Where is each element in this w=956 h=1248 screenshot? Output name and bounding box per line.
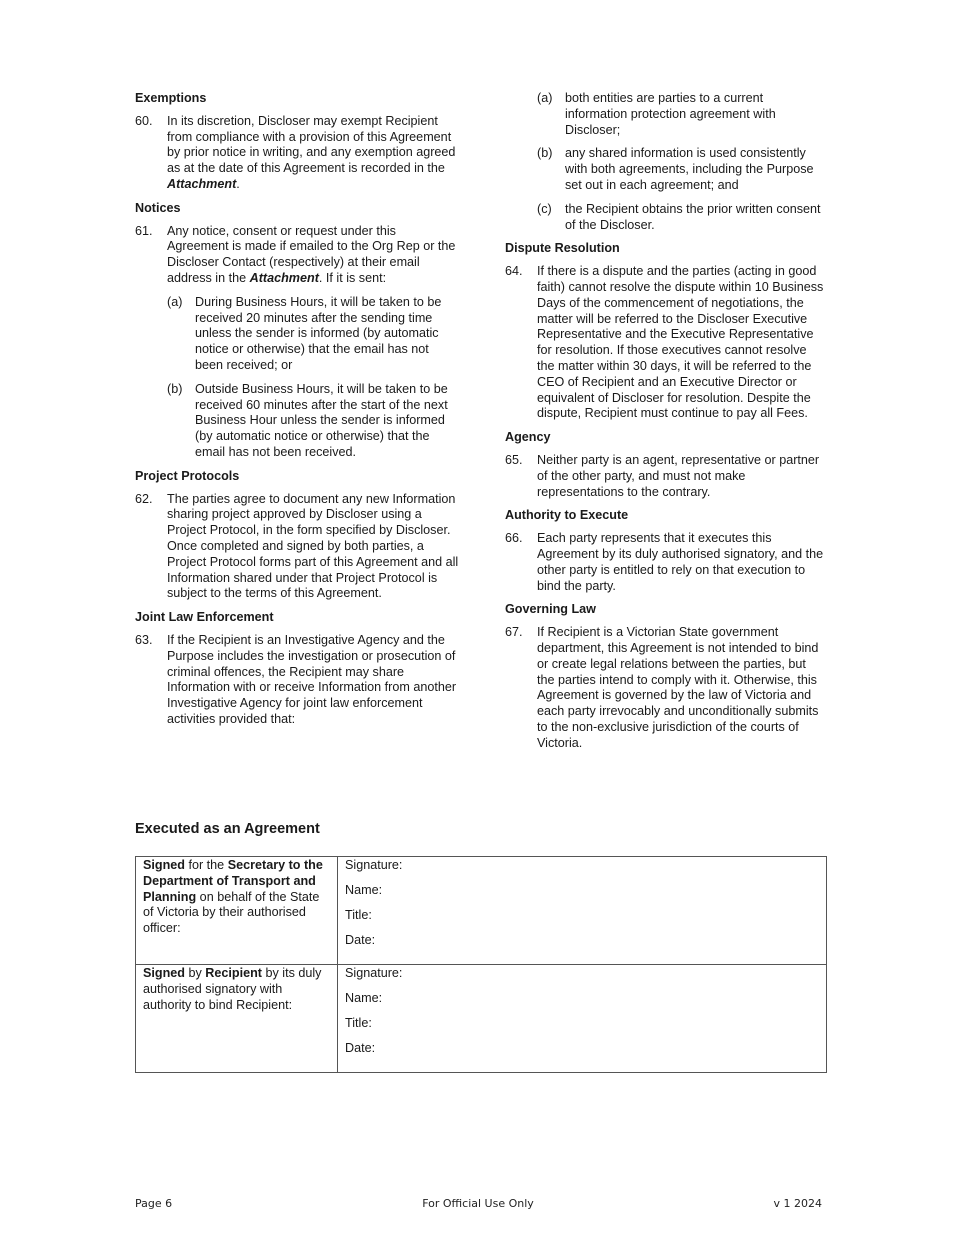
clause-63 [135, 633, 460, 728]
title-field[interactable]: Title: [345, 1015, 372, 1030]
clause-65 [505, 453, 825, 500]
clause-64 [505, 264, 825, 422]
clause-text-part: In its discretion, Discloser may exempt Recipient from compliance with a provision of this Agreement by prior notice in writing, and any exemption agreed as at the date of this Agreement is recorded in the [167, 113, 456, 176]
signatory-text: on behalf of the State of Victoria by their authorised officer: [143, 889, 320, 936]
signatory-entity: Secretary to the Department of Transport and Planning [143, 858, 323, 904]
signature-field[interactable]: Signature: [345, 966, 403, 980]
classification-label: For Official Use Only [422, 1197, 534, 1210]
heading-agency: Agency [505, 430, 551, 445]
clause-number: 64. [505, 264, 523, 279]
clause-text [167, 114, 460, 193]
subclause-text: During Business Hours, it will be taken to be received 20 minutes after the sending time unless the sender is informed (by automatic notice or otherwise) that the email has not been received; or [195, 294, 442, 372]
page-number: Page 6 [135, 1197, 173, 1210]
clause-text-part: . If it is sent: [318, 270, 387, 285]
clause-66 [505, 531, 825, 594]
signature-row-recipient [136, 965, 827, 1073]
right-column [505, 91, 825, 759]
heading-dispute-resolution: Dispute Resolution [505, 241, 620, 256]
subclause-label: (a) [167, 294, 183, 309]
signatory-text: by its duly authorised signatory with authority to bind Recipient: [143, 966, 322, 1012]
signatory-description [136, 857, 338, 965]
signature-fields [338, 857, 827, 965]
name-field[interactable]: Name: [345, 990, 383, 1005]
subclause [537, 146, 825, 193]
clause-61 [135, 224, 460, 287]
name-field[interactable]: Name: [345, 882, 383, 897]
subclause-text: Outside Business Hours, it will be taken to be received 60 minutes after the start of the next Business Hour unless the sender is informed (by automatic notice or otherwise) that the email has not been received. [195, 381, 448, 459]
clause-text: If there is a dispute and the parties (acting in good faith) cannot resolve the dispute within 10 Business Days of the commencement of negotiations, the matter will be referred to the Discloser Executive Representative and the Executive Representative for resolution. If those executives cannot resolve the matter within 30 days, it will be referred to the CEO of Recipient and an Executive Director or equivalent of Discloser for resolution. Despite the dispute, Recipient must continue to pay all Fees. [537, 264, 824, 421]
joint-subclauses [537, 91, 825, 233]
date-field[interactable]: Date: [345, 1040, 376, 1055]
clause-text-part: Any notice, consent or request under this Agreement is made if emailed to the Org Rep or the Discloser Contact (respectively) at their email address in the [167, 223, 456, 285]
clause-62 [135, 492, 460, 603]
subclause-label: (a) [537, 91, 553, 105]
clause-text-part: . [236, 176, 240, 191]
heading-joint-law-enforcement: Joint Law Enforcement [135, 610, 274, 625]
clause-text: If Recipient is a Victorian State government department, this Agreement is not intended to bind or create legal relations between the parties, but the parties intend to comply with it. Otherwise, this Agreement is governed by the law of Victoria and each party irrevocably and unconditionally submits to the non-exclusive jurisdiction of the courts of Victoria. [537, 625, 819, 750]
clause-number: 62. [135, 491, 153, 506]
subclause-label: (c) [537, 201, 552, 216]
clause-text: The parties agree to document any new Information sharing project approved by Discloser using a Project Protocol, in the form specified by Discloser. Once completed and signed by both parties, a Project Protocol forms part of this Agreement and all Information shared under that Project Protocol is subject to the terms of this Agreement. [167, 491, 459, 601]
left-column [135, 91, 460, 736]
subclause [537, 91, 825, 138]
clause-number: 63. [135, 632, 153, 647]
signatory-description [136, 965, 338, 1073]
clause-60 [135, 114, 460, 193]
signatory-entity: Recipient [205, 966, 262, 980]
attachment-ref: Attachment [249, 270, 319, 285]
subclause [167, 295, 460, 374]
clause-number: 67. [505, 625, 523, 640]
clause-number: 66. [505, 531, 523, 546]
heading-authority-to-execute: Authority to Execute [505, 508, 629, 523]
signature-row-secretary [136, 857, 827, 965]
clause-67 [505, 625, 825, 751]
signature-field[interactable]: Signature: [345, 858, 403, 872]
heading-notices: Notices [135, 200, 181, 215]
heading-governing-law: Governing Law [505, 602, 596, 617]
execution-title: Executed as an Agreement [135, 821, 320, 837]
signature-table [135, 856, 827, 1073]
title-field[interactable]: Title: [345, 907, 372, 922]
attachment-ref: Attachment [167, 176, 237, 191]
subclause-label: (b) [537, 146, 553, 161]
clause-number: 60. [135, 113, 153, 128]
date-field[interactable]: Date: [345, 932, 376, 947]
signatory-text: for the [184, 858, 228, 872]
subclause-text: both entities are parties to a current information protection agreement with Discloser; [565, 91, 776, 137]
signature-fields [338, 965, 827, 1073]
clause-text: Each party represents that it executes this Agreement by its duly authorised signatory, and the other party is entitled to rely on that execution to bind the party. [537, 531, 824, 593]
notice-subclauses [167, 295, 460, 461]
subclause [537, 202, 825, 234]
subclause-label: (b) [167, 381, 183, 396]
clause-number: 65. [505, 452, 523, 467]
clause-number: 61. [135, 223, 153, 238]
signed-label: Signed [143, 858, 185, 872]
heading-exemptions: Exemptions [135, 91, 207, 105]
version-label: v 1 2024 [773, 1197, 822, 1210]
subclause-text: the Recipient obtains the prior written consent of the Discloser. [565, 201, 821, 232]
clause-text: If the Recipient is an Investigative Agency and the Purpose includes the investigation or prosecution of criminal offences, the Recipient may share Information with or receive Information from another Investigative Agency for joint law enforcement activities provided that: [167, 632, 457, 726]
signed-label: Signed [143, 966, 185, 980]
subclause [167, 382, 460, 461]
signatory-text: by [184, 966, 206, 980]
clause-text: Neither party is an agent, representative or partner of the other party, and must not make representations to the contrary. [537, 452, 820, 499]
heading-project-protocols: Project Protocols [135, 468, 240, 483]
subclause-text: any shared information is used consistently with both agreements, including the Purpose set out in each agreement; and [565, 146, 814, 192]
clause-text [167, 224, 460, 287]
